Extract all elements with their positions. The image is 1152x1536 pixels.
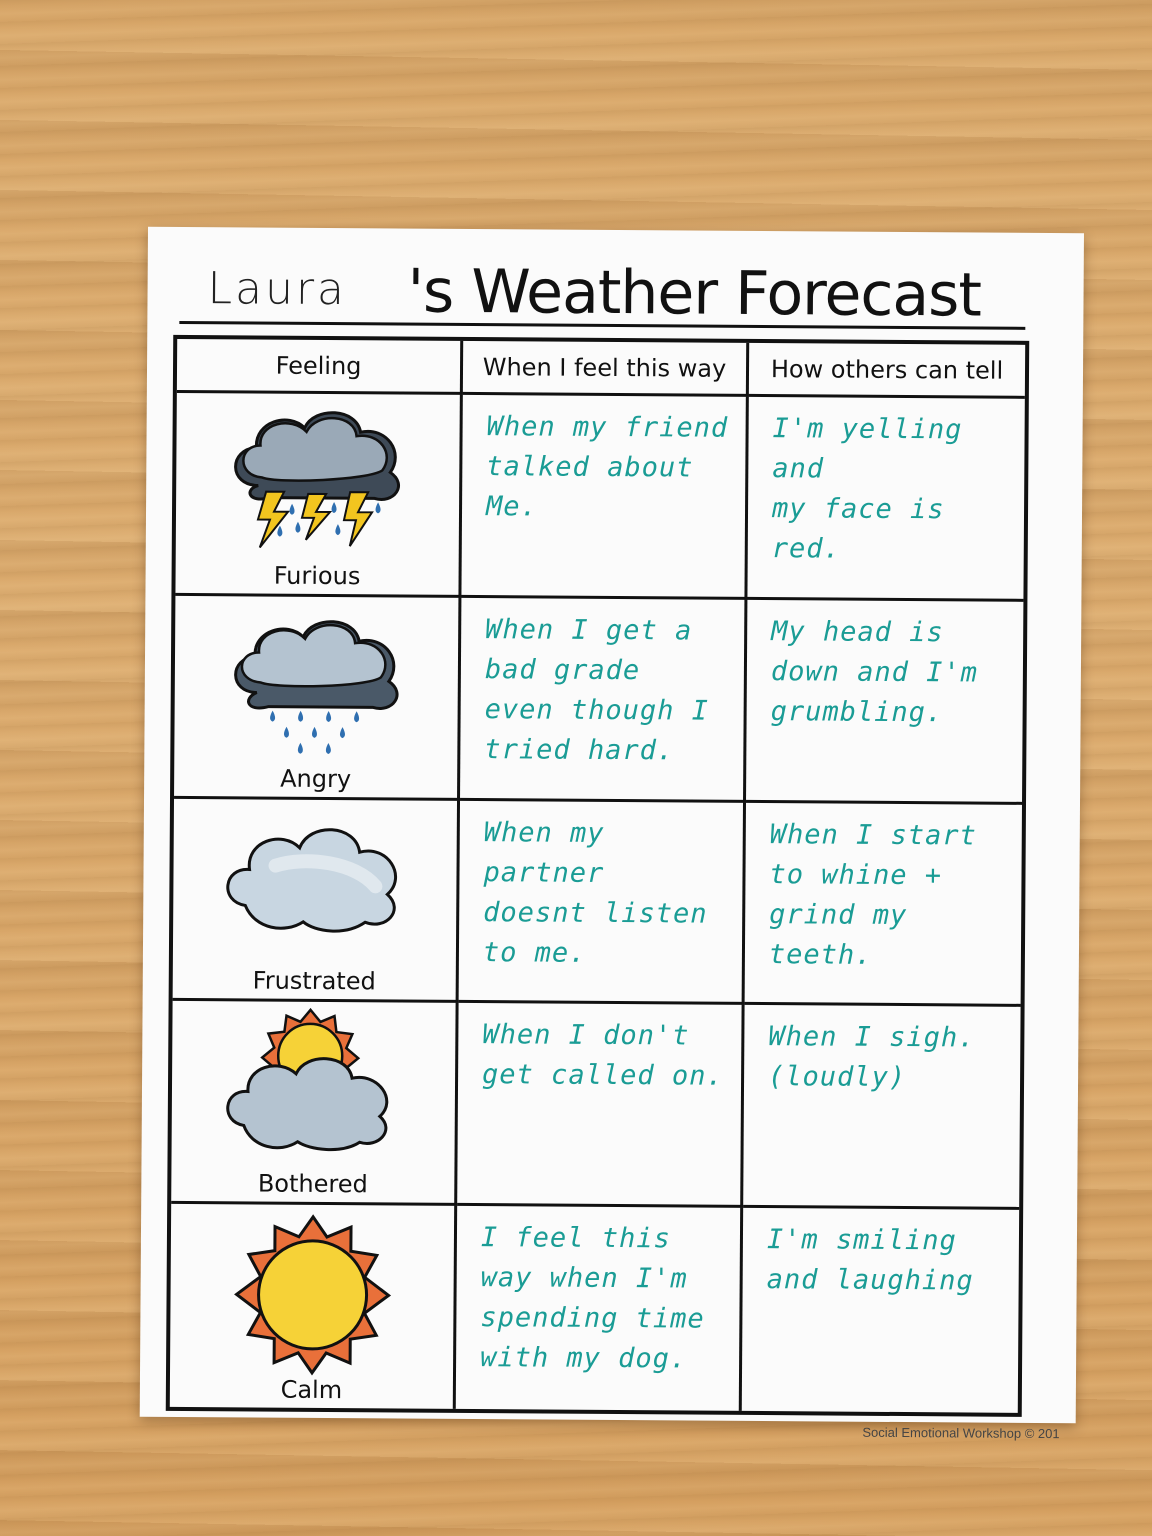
header-how-others-tell: How others can tell xyxy=(749,343,1025,399)
header-feeling: Feeling xyxy=(177,339,463,395)
feeling-label: Calm xyxy=(280,1375,343,1405)
sun-behind-cloud-icon xyxy=(213,1008,414,1169)
when-cell-furious xyxy=(461,395,748,600)
forecast-table xyxy=(166,335,1029,1417)
feeling-cell-bothered xyxy=(171,1001,458,1206)
tell-text: When I sigh. (loudly) xyxy=(767,1021,976,1094)
student-name: Laura xyxy=(207,263,348,316)
feeling-cell-angry xyxy=(174,596,461,801)
tell-text: When I start to whine + grind my teeth. xyxy=(768,818,977,971)
cloud-icon xyxy=(214,805,415,956)
sun-icon xyxy=(211,1210,412,1381)
rain-cloud-icon xyxy=(216,602,417,763)
tell-cell-angry xyxy=(746,600,1023,805)
tell-cell-frustrated xyxy=(745,803,1022,1008)
header-when: When I feel this way xyxy=(463,341,749,397)
tell-text: I'm yelling and my face is red. xyxy=(771,413,963,565)
storm-cloud-lightning-icon xyxy=(217,399,418,560)
feeling-cell-furious xyxy=(175,393,462,598)
tell-cell-bothered xyxy=(743,1005,1020,1210)
feeling-label: Furious xyxy=(273,561,361,591)
worksheet-paper xyxy=(140,227,1084,1442)
feeling-cell-frustrated xyxy=(173,799,460,1004)
when-cell-frustrated xyxy=(459,801,746,1006)
when-text: When my partner doesnt listen to me. xyxy=(482,816,708,969)
feeling-cell-calm xyxy=(170,1204,457,1409)
tell-cell-furious xyxy=(747,397,1024,602)
copyright-footer: Social Emotional Workshop © 201 xyxy=(862,1424,1060,1442)
tell-cell-calm xyxy=(742,1208,1019,1413)
when-cell-angry xyxy=(460,598,747,803)
tell-text: I'm smiling and laughing xyxy=(766,1224,974,1297)
feeling-label: Frustrated xyxy=(252,966,376,996)
when-text: When I get a bad grade even though I tried hard. xyxy=(484,613,710,767)
worksheet-title: 's Weather Forecast xyxy=(407,256,982,331)
when-text: When my friend talked about Me. xyxy=(485,411,729,523)
when-text: When I don't get called on. xyxy=(481,1019,724,1093)
feeling-label: Bothered xyxy=(257,1169,368,1199)
when-text: I feel this way when I'm spending time with my dog. xyxy=(480,1222,705,1375)
title-area xyxy=(179,255,1025,333)
when-cell-calm xyxy=(456,1206,743,1411)
tell-text: My head is down and I'm grumbling. xyxy=(770,615,979,729)
feeling-label: Angry xyxy=(280,764,352,793)
when-cell-bothered xyxy=(457,1003,744,1208)
